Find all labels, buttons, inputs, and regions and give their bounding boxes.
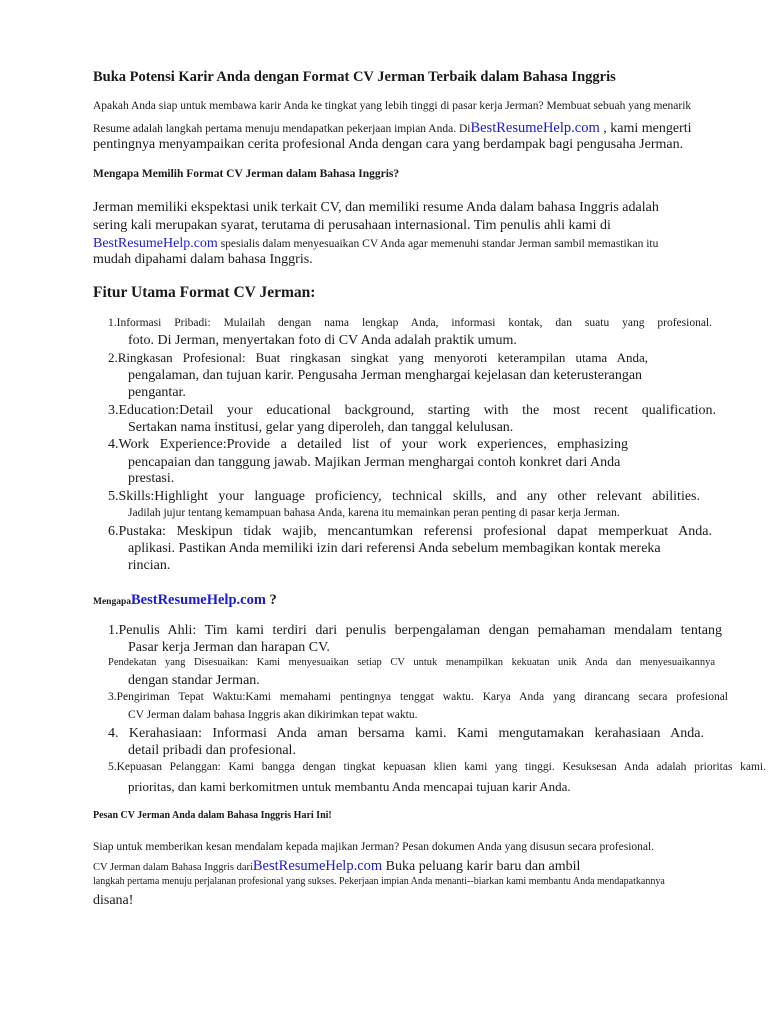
reason-5-line-1: 5.Kepuasan Pelanggan: Kami bangga dengan tingkat kepuasan klien kami yang tinggi. Kesuksesan Anda adalah prioritas kami. (108, 761, 766, 773)
feature-1-line-2: foto. Di Jerman, menyertakan foto di CV Anda adalah praktik umum. (128, 333, 517, 348)
page-title: Buka Potensi Karir Anda dengan Format CV Jerman Terbaik dalam Bahasa Inggris (93, 69, 616, 85)
order-heading: Pesan CV Jerman Anda dalam Bahasa Inggris Hari Ini! (93, 810, 332, 821)
why-us-heading (93, 591, 277, 609)
intro-line-1: Apakah Anda siap untuk membawa karir Anda ke tingkat yang lebih tinggi di pasar kerja Jerman? Membuat sebuah yang menarik (93, 100, 692, 112)
why-line-3 (93, 234, 658, 252)
order-line-2 (93, 857, 580, 875)
why-line-3-text: spesialis dalam menyesuaikan CV Anda agar memenuhi standar Jerman sambil memastikan itu (217, 238, 659, 250)
reason-4-line-1: 4. Kerahasiaan: Informasi Anda aman bersama kami. Kami mengutamakan kerahasiaan Anda. (108, 726, 704, 741)
reason-5-line-2: prioritas, dan kami berkomitmen untuk membantu Anda mencapai tujuan karir Anda. (128, 779, 571, 794)
intro-line-3: pentingnya menyampaikan cerita profesional Anda dengan cara yang berdampak bagi pengusaha Jerman. (93, 137, 684, 152)
bestresumehelp-link[interactable]: BestResumeHelp.com (93, 236, 218, 251)
why-line-4: mudah dipahami dalam bahasa Inggris. (93, 252, 313, 267)
feature-5-line-2: Jadilah jujur tentang kemampuan bahasa Anda, karena itu memainkan peran penting di pasar kerja Jerman. (128, 507, 620, 519)
why-line-2: sering kali merupakan syarat, terutama di perusahaan internasional. Tim penulis ahli kami di (93, 218, 611, 233)
feature-6-line-3: rincian. (128, 558, 171, 573)
reason-4-line-2: detail pribadi dan profesional. (128, 743, 296, 758)
reason-1-line-2: Pasar kerja Jerman dan harapan CV. (128, 640, 330, 655)
why-us-prefix: Mengapa (93, 597, 131, 607)
feature-2-line-1: 2.Ringkasan Profesional: Buat ringkasan singkat yang menyoroti keterampilan utama Anda, (108, 350, 648, 365)
feature-6-line-1: 6.Pustaka: Meskipun tidak wajib, mencantumkan referensi profesional dapat memperkuat Anda. (108, 524, 712, 539)
feature-4-line-1: 4.Work Experience:Provide a detailed list of your work experiences, emphasizing (108, 437, 628, 452)
feature-3-line-2: Sertakan nama institusi, gelar yang diperoleh, dan tanggal kelulusan. (128, 420, 514, 435)
feature-2-line-2: pengalaman, dan tujuan karir. Pengusaha Jerman menghargai kejelasan dan keterusterangan (128, 368, 643, 383)
feature-1-line-1: 1.Informasi Pribadi: Mulailah dengan nama lengkap Anda, informasi kontak, dan suatu yang profesional. (108, 317, 712, 329)
feature-3-line-1: 3.Education:Detail your educational background, starting with the most recent qualification. (108, 403, 716, 418)
order-line-2-tail: Buka peluang karir baru dan ambil (382, 859, 581, 874)
reason-2-line-2: dengan standar Jerman. (128, 673, 260, 688)
why-line-1: Jerman memiliki ekspektasi unik terkait CV, dan memiliki resume Anda dalam bahasa Inggris adalah (93, 200, 659, 215)
order-line-4: disana! (93, 893, 134, 908)
feature-6-line-2: aplikasi. Pastikan Anda memiliki izin dari referensi Anda sebelum membagikan kontak mereka (128, 541, 661, 556)
reason-1-line-1: 1.Penulis Ahli: Tim kami terdiri dari penulis berpengalaman dengan pemahaman mendalam tentang (108, 623, 722, 638)
order-line-3: langkah pertama menuju perjalanan profesional yang sukses. Pekerjaan impian Anda menanti--biarkan kami membantu Anda mendapatkannya (93, 876, 665, 887)
intro-line-2-text: Resume adalah langkah pertama menuju mendapatkan pekerjaan impian Anda. Di (93, 123, 471, 135)
feature-5-line-1: 5.Skills:Highlight your language proficiency, technical skills, and any other relevant abilities. (108, 489, 700, 504)
intro-line-2-tail: , kami mengerti (599, 121, 692, 136)
feature-2-line-3: pengantar. (128, 385, 186, 400)
bestresumehelp-link[interactable]: BestResumeHelp.com (470, 120, 600, 136)
feature-4-line-3: prestasi. (128, 471, 175, 486)
reason-3-line-1: 3.Pengiriman Tepat Waktu:Kami memahami pentingnya tenggat waktu. Karya Anda yang dirancang secara profesional (108, 691, 728, 703)
bestresumehelp-link[interactable]: BestResumeHelp.com (252, 858, 383, 874)
intro-line-2 (93, 120, 692, 137)
reason-3-line-2: CV Jerman dalam bahasa Inggris akan dikirimkan tepat waktu. (128, 709, 418, 721)
feature-4-line-2: pencapaian dan tanggung jawab. Majikan Jerman menghargai contoh konkret dari Anda (128, 455, 621, 470)
bestresumehelp-link[interactable]: BestResumeHelp.com (131, 592, 266, 608)
reason-2-line-1: Pendekatan yang Disesuaikan: Kami menyesuaikan setiap CV untuk menampilkan kekuatan unik Anda dan menyesuaikannya (108, 657, 715, 668)
order-line-2-text: CV Jerman dalam Bahasa Inggris dari (93, 862, 253, 873)
features-heading: Fitur Utama Format CV Jerman: (93, 284, 316, 301)
order-line-1: Siap untuk memberikan kesan mendalam kepada majikan Jerman? Pesan dokumen Anda yang disusun secara profesional. (93, 841, 655, 853)
why-us-question-mark: ? (265, 592, 277, 608)
why-heading: Mengapa Memilih Format CV Jerman dalam Bahasa Inggris? (93, 168, 400, 180)
